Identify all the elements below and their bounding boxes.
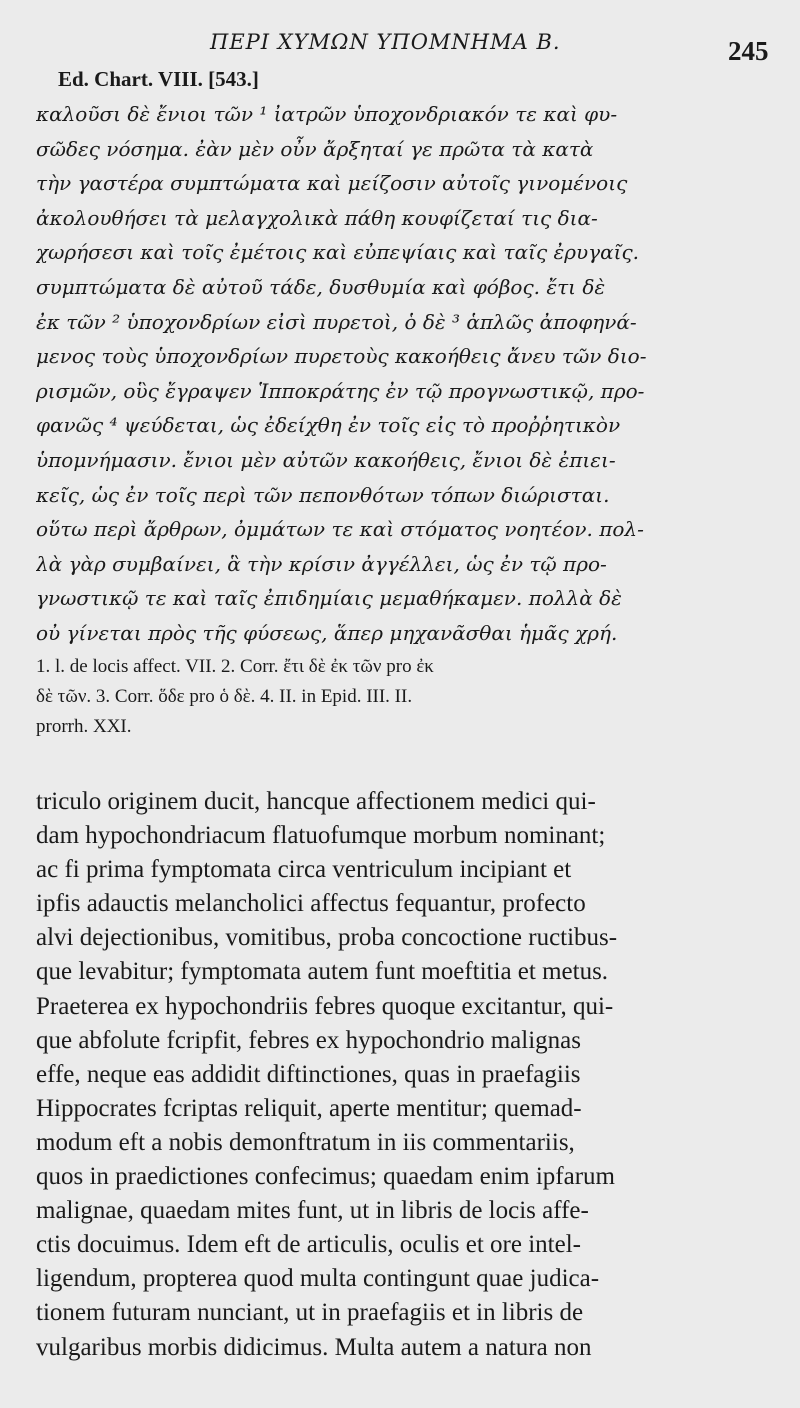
latin-text-line: malignae, quaedam mites funt, ut in libris de locis affe- <box>36 1197 589 1225</box>
latin-text-line: quos in praedictiones confecimus; quaedam enim ipfarum <box>36 1163 615 1191</box>
latin-text-line: effe, neque eas addidit diftinctiones, quas in praefagiis <box>36 1060 581 1088</box>
latin-text-line: Praeterea ex hypochondriis febres quoque excitantur, qui- <box>36 992 614 1020</box>
latin-text-line: ligendum, propterea quod multa contingunt quae judica- <box>36 1265 600 1293</box>
latin-text-line: ipfis adauctis melancholici affectus fequantur, profecto <box>36 890 586 918</box>
greek-text-line: οὕτω περὶ ἄρθρων, ὀμμάτων τε καὶ στόματος νοητέον. πολ- <box>36 517 644 542</box>
greek-text-line: λὰ γὰρ συμβαίνει, ἃ τὴν κρίσιν ἀγγέλλει, ὡς ἐν τῷ προ- <box>36 551 607 576</box>
latin-text-line: tionem futuram nunciant, ut in praefagiis et in libris de <box>36 1299 584 1327</box>
edition-reference: Ed. Chart. VIII. [543.] <box>58 67 259 91</box>
greek-text-line: οὐ γίνεται πρὸς τῆς φύσεως, ἅπερ μηχανᾶσθαι ἡμᾶς χρή. <box>36 620 618 645</box>
latin-text-line: dam hypochondriacum flatuofumque morbum nominant; <box>36 822 606 850</box>
footnote-line: prorrh. XXI. <box>36 716 132 737</box>
footnotes-block <box>36 652 770 742</box>
latin-text-line: Hippocrates fcriptas reliquit, aperte mentitur; quemad- <box>36 1094 582 1122</box>
latin-text-line: ac fi prima fymptomata circa ventriculum incipiant et <box>36 856 572 884</box>
greek-text-line: ρισμῶν, οὓς ἔγραψεν Ἱπποκράτης ἐν τῷ προγνωστικῷ, προ- <box>36 378 645 403</box>
running-head: ΠΕΡΙ ΧΥΜΩΝ ΥΠΟΜΝΗΜΑ Β. <box>210 30 561 54</box>
greek-text-line: σῶδες νόσημα. ἐὰν μὲν οὖν ἄρξηταί γε πρῶτα τὰ κατὰ <box>36 136 594 161</box>
latin-text-line: modum eft a nobis demonftratum in iis commentariis, <box>36 1128 575 1156</box>
latin-text-block <box>36 785 770 1365</box>
greek-text-line: γνωστικῷ τε καὶ ταῖς ἐπιδημίαις μεμαθήκαμεν. πολλὰ δὲ <box>36 586 622 611</box>
greek-text-line: χωρήσεσι καὶ τοῖς ἐμέτοις καὶ εὐπεψίαις καὶ ταῖς ἐρυγαῖς. <box>36 240 640 265</box>
greek-text-line: συμπτώματα δὲ αὐτοῦ τάδε, δυσθυμία καὶ φόβος. ἔτι δὲ <box>36 274 606 299</box>
greek-text-line: φανῶς ⁴ ψεύδεται, ὡς ἐδείχθη ἐν τοῖς εἰς τὸ προῤῥητικὸν <box>36 413 621 438</box>
greek-text-line: ὑπομνήμασιν. ἔνιοι μὲν αὐτῶν κακοήθεις, ἔνιοι δὲ ἐπιει- <box>36 447 616 472</box>
greek-text-line: καλοῦσι δὲ ἔνιοι τῶν ¹ ἰατρῶν ὑποχονδριακόν τε καὶ φυ- <box>36 102 618 126</box>
greek-text-line: κεῖς, ὡς ἐν τοῖς περὶ τῶν πεπονθότων τόπων διώρισται. <box>36 482 610 507</box>
greek-text-block <box>36 97 770 651</box>
latin-text-line: alvi dejectionibus, vomitibus, proba concoctione ructibus- <box>36 924 618 952</box>
latin-text-line: ctis docuimus. Idem eft de articulis, oculis et ore intel- <box>36 1231 581 1259</box>
footnote-line: δὲ τῶν. 3. Corr. ὅδε pro ὁ δὲ. 4. II. in Epid. III. II. <box>36 686 413 707</box>
greek-text-line: μενος τοὺς ὑποχονδρίων πυρετοὺς κακοήθεις ἄνευ τῶν διο- <box>36 344 647 369</box>
latin-text-line: vulgaribus morbis didicimus. Multa autem a natura non <box>36 1333 592 1361</box>
latin-text-line: que abfolute fcripfit, febres ex hypochondrio malignas <box>36 1026 581 1054</box>
latin-text-line: que levabitur; fymptomata autem funt moeftitia et metus. <box>36 958 609 986</box>
greek-text-line: ἐκ τῶν ² ὑποχονδρίων εἰσὶ πυρετοὶ, ὁ δὲ ³ ἁπλῶς ἀποφηνά- <box>36 309 637 334</box>
page-number: 245 <box>728 36 769 66</box>
footnote-line: 1. l. de locis affect. VII. 2. Corr. ἔτι δὲ ἐκ τῶν pro ἐκ <box>36 656 434 677</box>
greek-text-line: ἀκολουθήσει τὰ μελαγχολικὰ πάθη κουφίζεταί τις δια- <box>36 205 598 230</box>
greek-text-line: τὴν γαστέρα συμπτώματα καὶ μείζοσιν αὐτοῖς γινομένοις <box>36 171 628 196</box>
latin-text-line: triculo originem ducit, hancque affectionem medici qui- <box>36 788 596 815</box>
